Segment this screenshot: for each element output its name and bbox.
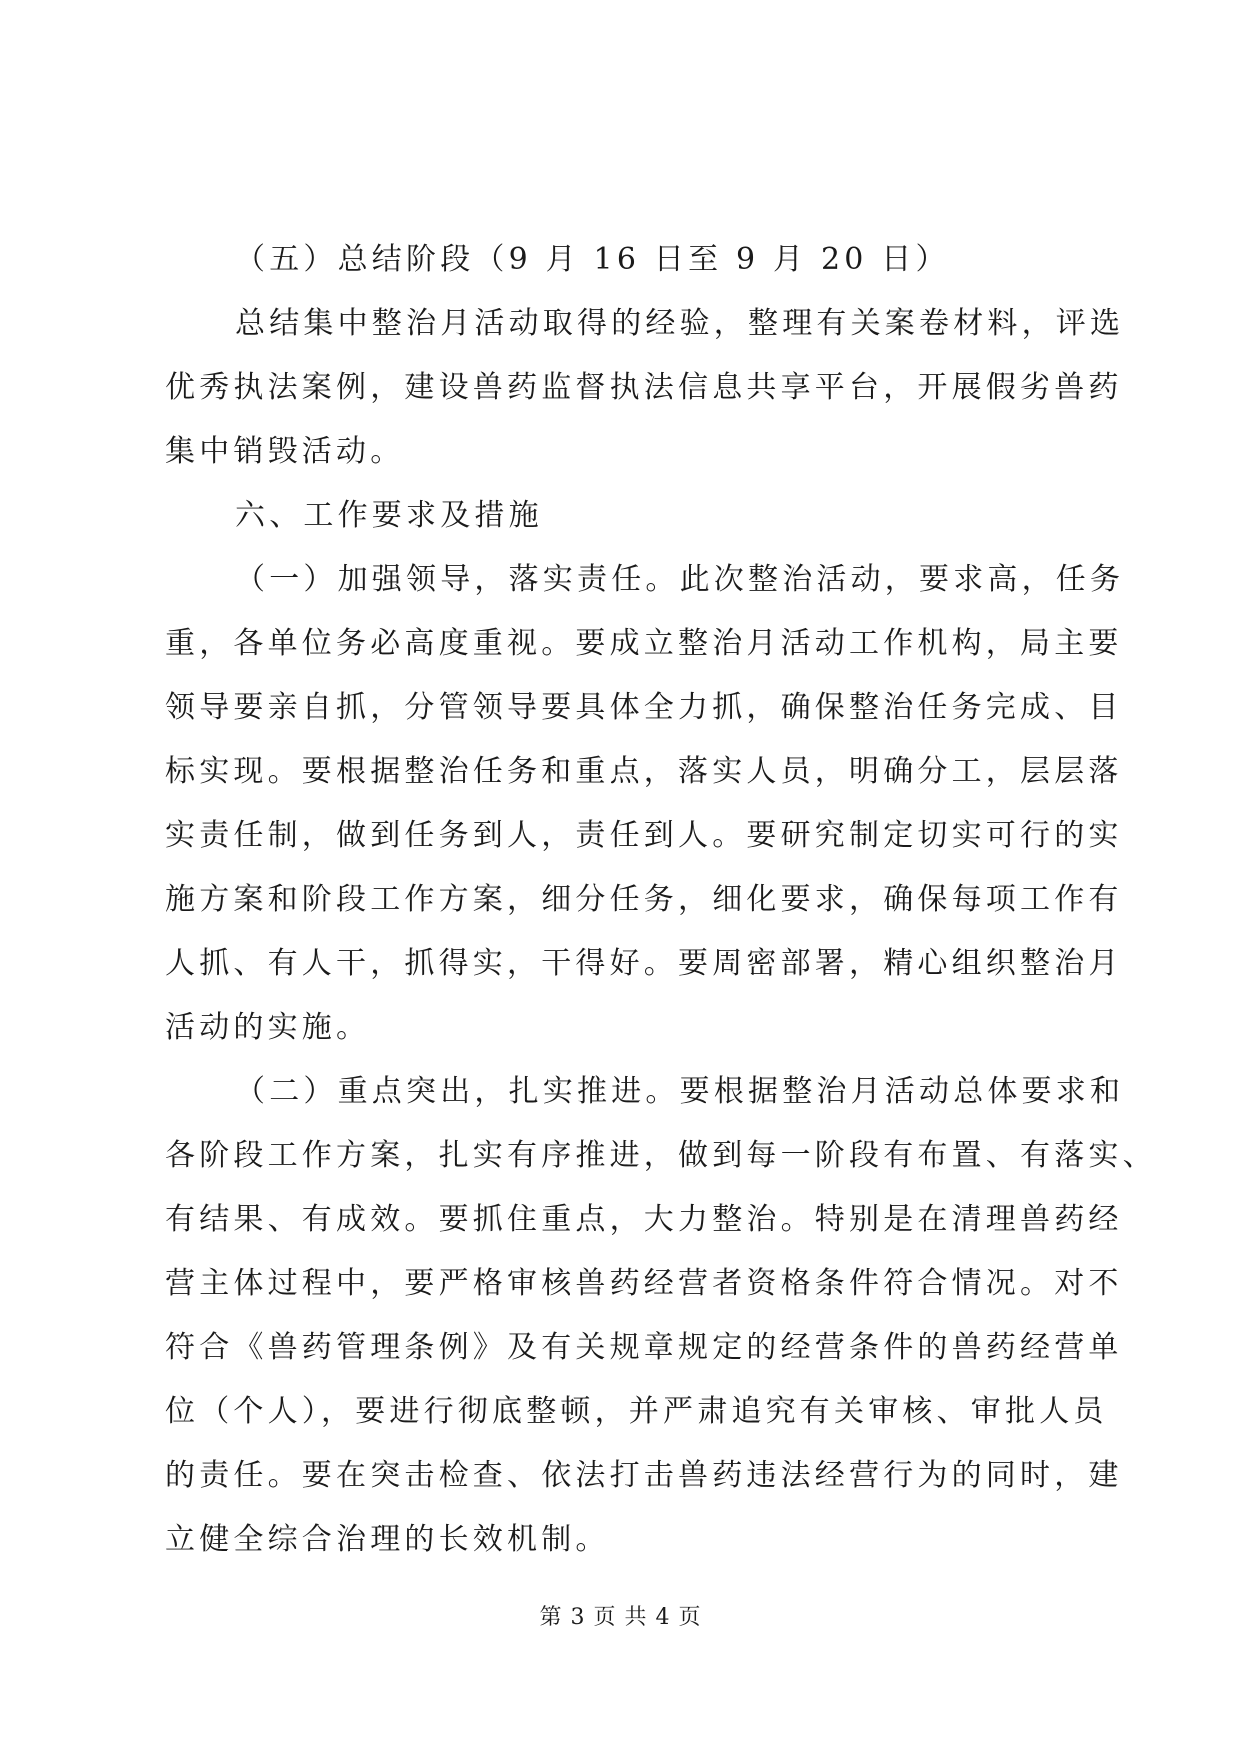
section-heading-summary-stage: （五）总结阶段（9 月 16 日至 9 月 20 日） bbox=[235, 242, 950, 277]
paragraph-line: 总结集中整治月活动取得的经验，整理有关案卷材料，评选 bbox=[235, 306, 1125, 341]
paragraph-line: 位（个人），要进行彻底整顿，并严肃追究有关审核、审批人员 bbox=[165, 1394, 1108, 1429]
section-heading-requirements: 六、工作要求及措施 bbox=[235, 498, 543, 533]
paragraph-line: 各阶段工作方案，扎实有序推进，做到每一阶段有布置、有落实、 bbox=[165, 1138, 1157, 1173]
paragraph-line: 人抓、有人干，抓得实，干得好。要周密部署，精心组织整治月 bbox=[165, 946, 1123, 981]
paragraph-line: 优秀执法案例，建设兽药监督执法信息共享平台，开展假劣兽药 bbox=[165, 370, 1123, 405]
paragraph-line: 集中销毁活动。 bbox=[165, 434, 405, 469]
paragraph-line: 的责任。要在突击检查、依法打击兽药违法经营行为的同时，建 bbox=[165, 1458, 1123, 1493]
paragraph-line: （一）加强领导，落实责任。此次整治活动，要求高，任务 bbox=[235, 562, 1125, 597]
body-text bbox=[165, 228, 1157, 1572]
paragraph-line: 标实现。要根据整治任务和重点，落实人员，明确分工，层层落 bbox=[165, 754, 1123, 789]
paragraph-line: 重，各单位务必高度重视。要成立整治月活动工作机构，局主要 bbox=[165, 626, 1123, 661]
paragraph-line: 营主体过程中，要严格审核兽药经营者资格条件符合情况。对不 bbox=[165, 1266, 1123, 1301]
paragraph-line: 符合《兽药管理条例》及有关规章规定的经营条件的兽药经营单 bbox=[165, 1330, 1123, 1365]
paragraph-line: 立健全综合治理的长效机制。 bbox=[165, 1522, 610, 1557]
paragraph-line: 实责任制，做到任务到人，责任到人。要研究制定切实可行的实 bbox=[165, 818, 1123, 853]
paragraph-line: 活动的实施。 bbox=[165, 1010, 371, 1045]
paragraph-line: 领导要亲自抓，分管领导要具体全力抓，确保整治任务完成、目 bbox=[165, 690, 1123, 725]
page-number-footer: 第 3 页 共 4 页 bbox=[539, 1605, 702, 1630]
paragraph-line: （二）重点突出，扎实推进。要根据整治月活动总体要求和 bbox=[235, 1074, 1125, 1109]
paragraph-line: 有结果、有成效。要抓住重点，大力整治。特别是在清理兽药经 bbox=[165, 1202, 1123, 1237]
paragraph-line: 施方案和阶段工作方案，细分任务，细化要求，确保每项工作有 bbox=[165, 882, 1123, 917]
